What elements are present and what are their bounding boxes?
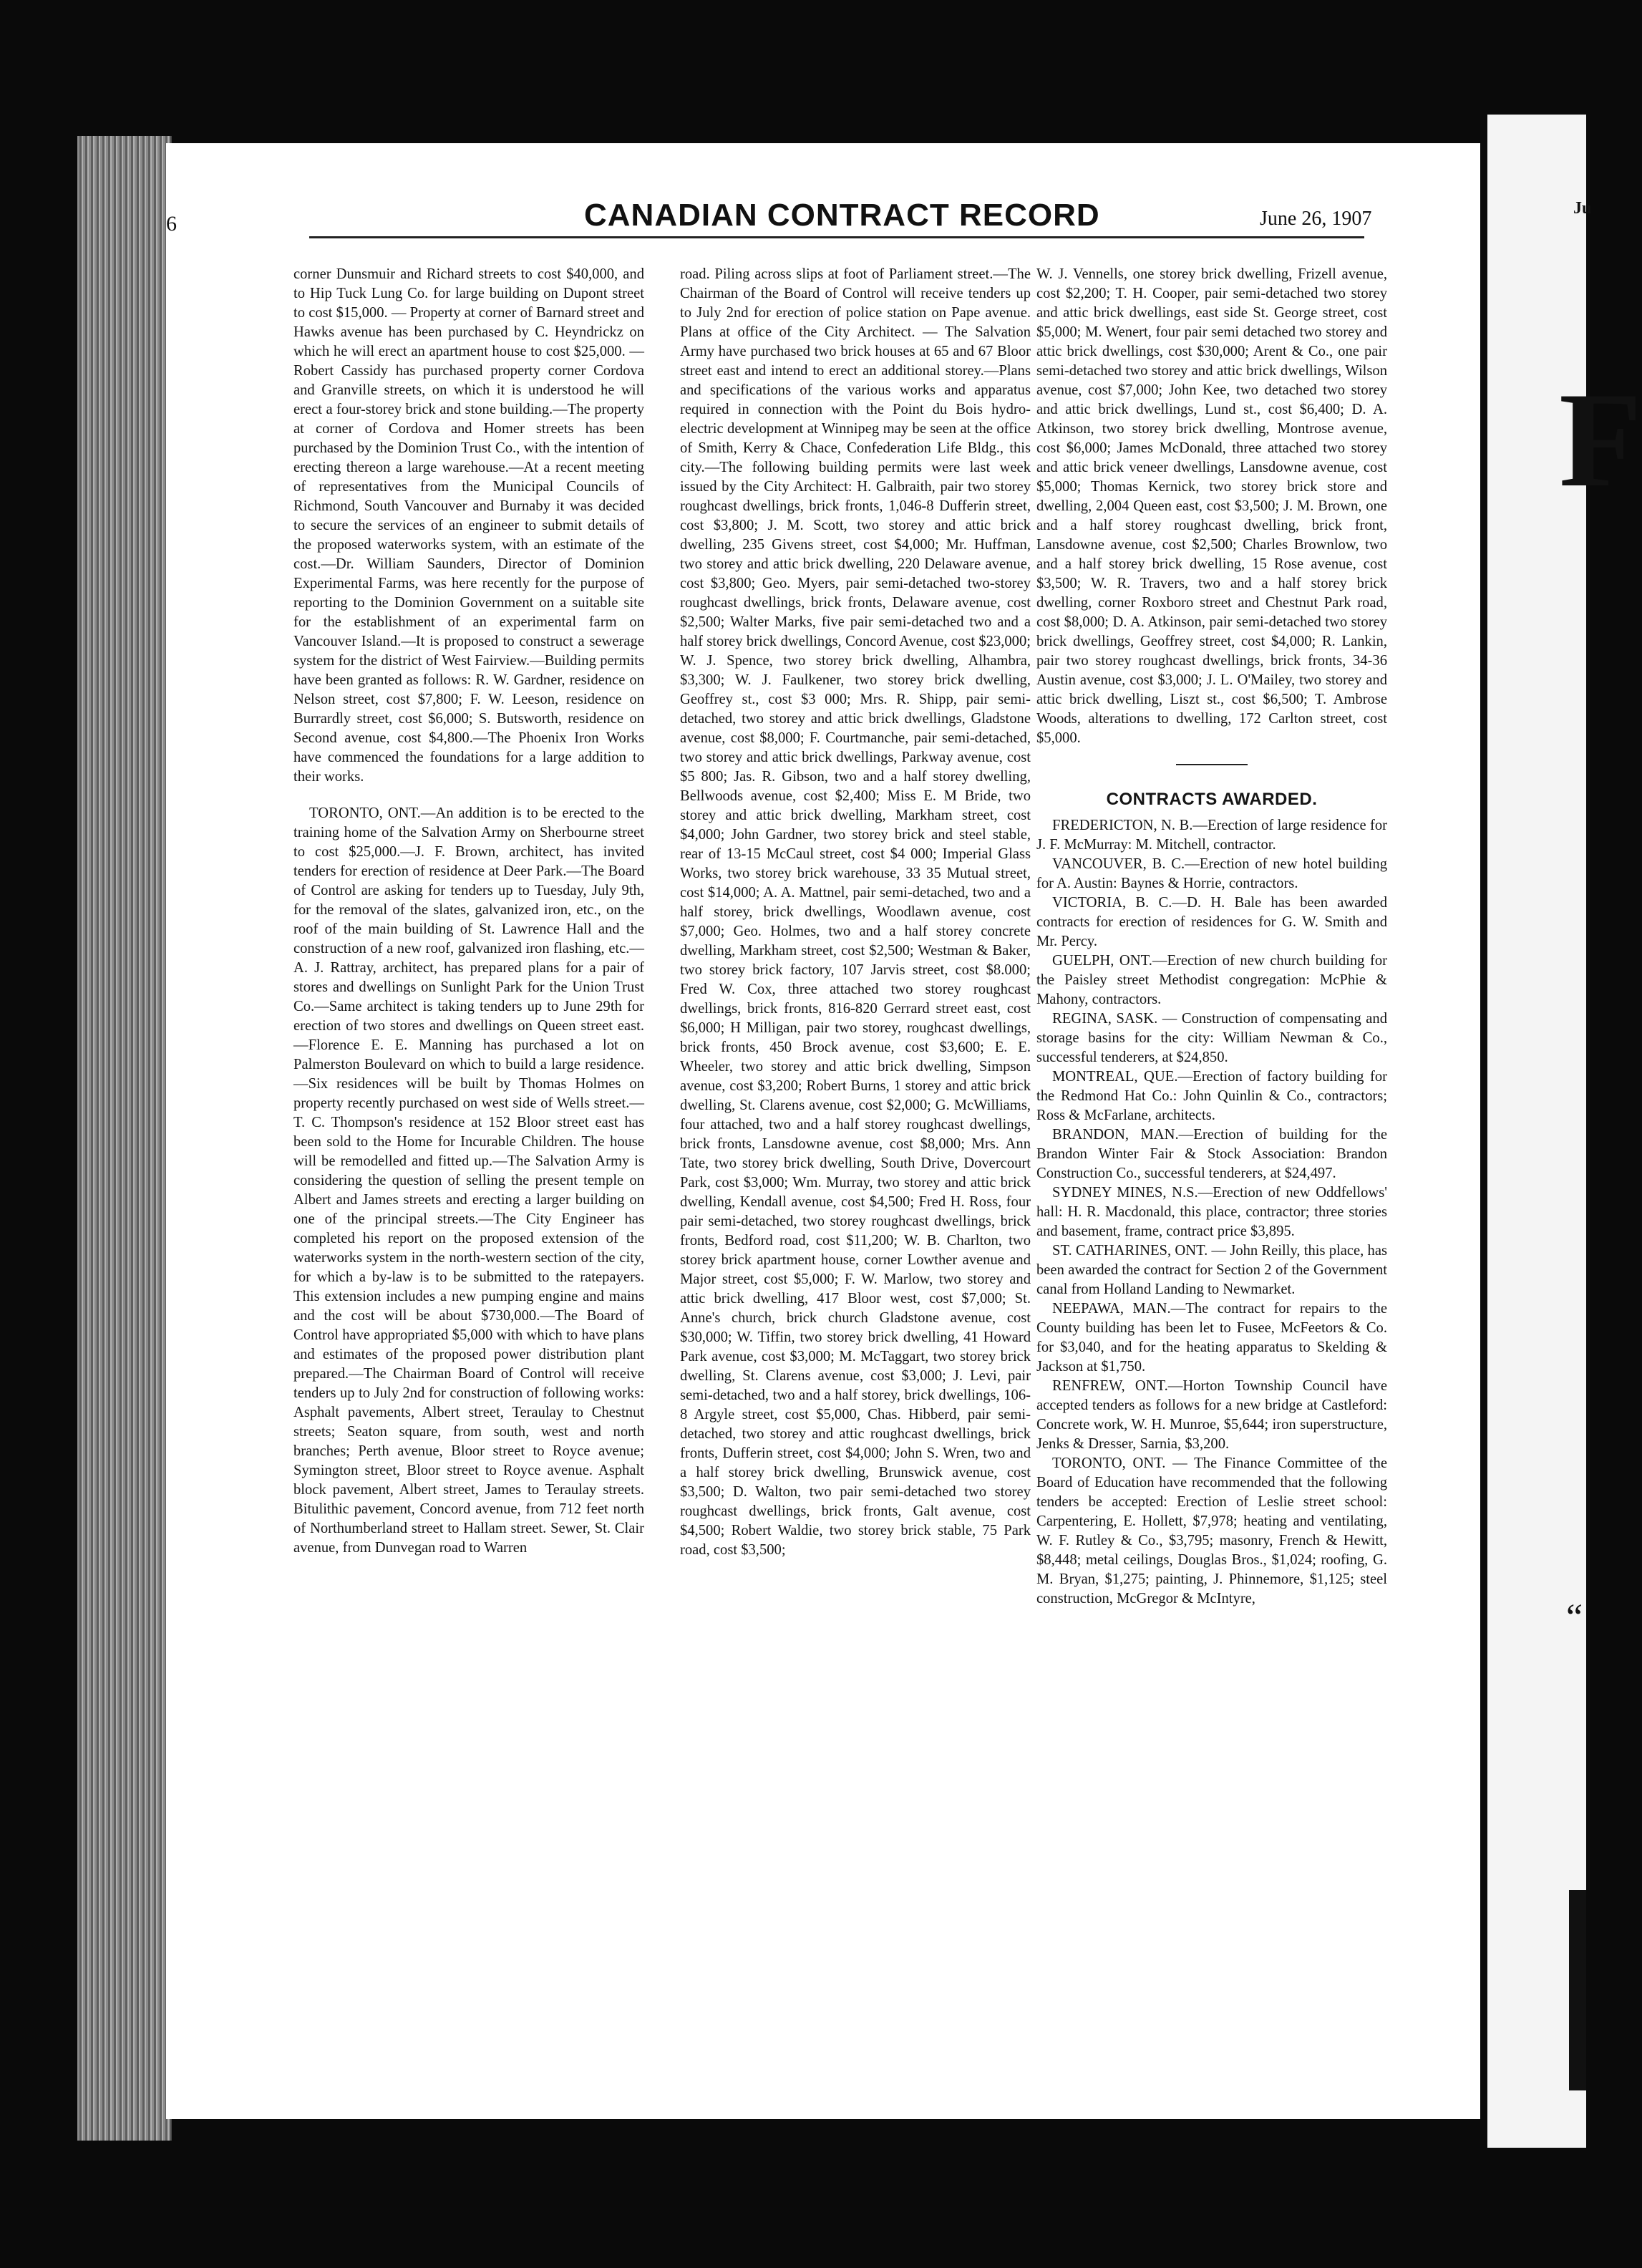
article-paragraph: road. Piling across slips at foot of Parliament street.—The Chairman of the Board of Control will receive tenders up to July 2nd for erection of police station on Pape avenue. Plans at office of the City Architect. — The Salvation Army have purchased two brick houses at 65 and 67 Bloor street east and intend to erect an additional storey.—Plans and specifications of the various works and apparatus required in connection with the Point du Bois hydro-electric development at Winnipeg may be seen at the office of Smith, Kerry & Chace, Confederation Life Bldg., this city.—The following building permits were last week issued by the City Architect: H. Galbraith, pair two storey roughcast dwellings, brick fronts, 1,046-8 Dufferin street, cost $3,800; J. M. Scott, two storey and attic brick dwelling, 235 Givens street, cost $4,000; Mr. Huffman, two storey and attic brick dwelling, 220 Delaware avenue, cost $3,800; Geo. Myers, pair semi-detached two-storey roughcast dwellings, brick fronts, Delaware avenue, cost $2,500; Walter Marks, five pair semi-detached two and a half storey brick dwellings, Concord Avenue, cost $23,000; W. J. Spence, two storey brick dwelling, Alhambra, $3,300; W. J. Faulkener, two storey brick dwelling, Geoffrey st., cost $3 000; Mrs. R. Shipp, pair semi-detached, two storey and attic brick dwellings, Gladstone avenue, cost $8,000; F. Courtmanche, pair semi-detached, two storey and attic brick dwellings, Parkway avenue, cost $5 800; Jas. R. Gibson, two and a half storey dwelling, Bellwoods avenue, cost $2,400; Miss E. M Bride, two storey and attic brick dwelling, Markham street, cost $4,000; John Gardner, two storey brick and steel stable, rear of 13-15 McCaul street, cost $4 000; Imperial Glass Works, two storey brick warehouse, 33 35 Mutual street, cost $14,000; A. A. Mattnel, pair semi-detached, two and a half storey, brick dwellings, Woodlawn avenue, cost $7,000; Geo. Holmes, two and a half storey concrete dwelling, Markham street, cost $2,500; Westman & Baker, two storey brick factory, 107 Jarvis street, cost $8.000; Fred W. Cox, three attached two storey roughcast dwellings, brick fronts, 816-820 Gerrard street east, cost $6,000; H Milligan, pair two storey, roughcast dwellings, brick fronts, 450 Brock avenue, cost $3,600; E. E. Wheeler, two storey and attic brick dwelling, Simpson avenue, cost $3,200; Robert Burns, 1 storey and attic brick dwelling, St. Clarens avenue, cost $2,000; G. McWilliams, four attached, two and a half storey roughcast dwellings, brick fronts, Lansdowne avenue, cost $8,000; Mrs. Ann Tate, two storey brick dwelling, South Drive, Dovercourt Park, cost $3,000; Wm. Murray, two storey and attic brick dwelling, Kendall avenue, cost $4,500; Fred H. Ross, four pair semi-detached, two storey roughcast dwellings, brick fronts, Bedford road, cost $11,200; W. B. Charlton, two storey brick apartment house, corner Lowther avenue and Major street, cost $5,000; F. W. Marlow, two storey and attic brick dwelling, 417 Bloor west, cost $7,000; St. Anne's church, brick church Gladstone avenue, cost $30,000; W. Tiffin, two storey brick dwelling, 41 Howard Park avenue, cost $3,000; M. McTaggart, two storey brick dwelling, St. Clarens avenue, cost $3,000; J. Levi, pair semi-detached, two and a half storey, brick dwellings, 106-8 Argyle street, cost $5,000, Chas. Hibberd, pair semi-detached, two storey and attic roughcast dwellings, brick fronts, Dufferin street, cost $4,000; John S. Wren, two and a half storey brick dwelling, Brunswick avenue, cost $3,500; D. Walton, two pair semi-detached two storey roughcast dwellings, brick fronts, Galt avenue, cost $4,500; Robert Waldie, two storey brick stable, 75 Park road, cost $3,500; (680, 266, 1031, 1558)
contract-award: SYDNEY MINES, N.S.—Erection of new Oddfellows' hall: H. R. Macdonald, this place, contractor; three stories and basement, frame, contract price $3,895. (1036, 1185, 1387, 1239)
header-rule (309, 236, 1364, 238)
facing-page-large-letter: F (1559, 365, 1642, 515)
contract-award: ST. CATHARINES, ONT. — John Reilly, this place, has been awarded the contract for Section 2 of the Government canal from Holland Landing to Newmarket. (1036, 1243, 1387, 1297)
contract-award: REGINA, SASK. — Construction of compensating and storage basins for the city: William Newman & Co., successful tenderers, at $24,850. (1036, 1011, 1387, 1065)
column-2 (680, 265, 1031, 1560)
page-title: CANADIAN CONTRACT RECORD (584, 198, 1100, 233)
facing-page-black-bar (1569, 1890, 1586, 2090)
facing-page-strip (1487, 115, 1642, 2148)
contract-award: FREDERICTON, N. B.—Erection of large residence for J. F. McMurray: M. Mitchell, contractor. (1036, 818, 1387, 853)
issue-date: June 26, 1907 (1260, 208, 1372, 230)
facing-page-quote-mark: “ (1566, 1597, 1583, 1638)
contract-award: MONTREAL, QUE.—Erection of factory building for the Redmond Hat Co.: John Quinlin & Co., contractors; Ross & McFarlane, architects. (1036, 1069, 1387, 1123)
article-paragraph: corner Dunsmuir and Richard streets to cost $40,000, and to Hip Tuck Lung Co. for large building on Dupont street to cost $15,000. — Property at corner of Barnard street and Hawks avenue has been purchased by C. Heyndrickz on which he will erect an apartment house to cost $25,000. — Robert Cassidy has purchased property corner Cordova and Granville streets, on which it is understood he will erect a four-storey brick and stone building.—The property at corner of Cordova and Homer streets has been purchased by the Dominion Trust Co., with the intention of erecting thereon a large warehouse.—At a recent meeting of representatives from the Municipal Councils of Richmond, South Vancouver and Burnaby it was decided to secure the services of an engineer to submit details of the proposed waterworks system, with an estimate of the cost.—Dr. William Saunders, Director of Dominion Experimental Farms, was here recently for the purpose of reporting to the Dominion Government on a suitable site for the establishment of an experimental farm on Vancouver Island.—It is proposed to construct a sewerage system for the district of West Fairview.—Building permits have been granted as follows: R. W. Gardner, residence on Nelson street, cost $7,800; F. W. Leeson, residence on Burrardly street, cost $6,000; S. Butsworth, residence on Second avenue, cost $4,800.—The Phoenix Iron Works have commenced the foundations for a large addition to their works. (293, 266, 644, 785)
article-paragraph: W. J. Vennells, one storey brick dwelling, Frizell avenue, cost $2,200; T. H. Cooper, pair semi-detached two storey and attic brick dwellings, east side St. George street, cost $5,000; M. Wenert, four pair semi detached two storey and attic brick dwellings, cost $30,000; Arent & Co., one pair semi-detached two storey and attic brick dwellings, Wilson avenue, cost $7,000; John Kee, two detached two storey and attic brick dwellings, Lund st., cost $6,400; D. A. Atkinson, two storey brick dwelling, Montrose avenue, cost $6,000; James McDonald, three attached two storey and attic brick veneer dwellings, Lansdowne avenue, cost $5,000; Thomas Kernick, two storey brick store and dwelling, 2,004 Queen east, cost $3,500; J. M. Brown, one and a half storey roughcast dwelling, brick front, Lansdowne avenue, cost $2,500; Charles Brownlow, two and a half storey brick dwelling, 15 Rose avenue, cost $3,500; W. R. Travers, two and a half storey brick dwelling, corner Roxboro street and Chestnut Park road, cost $8,000; D. A. Atkinson, pair semi-detached two storey brick dwellings, Geoffrey street, cost $4,000; R. Lankin, pair two storey roughcast dwellings, brick fronts, 34-36 Austin avenue, cost $3,000; J. L. O'Mailey, two storey and attic brick dwelling, Liszt st., cost $6,500; T. Ambrose Woods, alterations to dwelling, 172 Carlton street, cost $5,000. (1036, 266, 1387, 746)
contract-award: GUELPH, ONT.—Erection of new church building for the Paisley street Methodist congregation: McPhie & Mahony, contractors. (1036, 953, 1387, 1007)
contract-award: NEEPAWA, MAN.—The contract for repairs to the County building has been let to Fusee, McFeetors & Co. for $3,040, and for the heating apparatus to Skelding & Jackson at $1,750. (1036, 1301, 1387, 1375)
article-paragraph: TORONTO, ONT.—An addition is to be erected to the training home of the Salvation Army on Sherbourne street to cost $25,000.—J. F. Brown, architect, has invited tenders for erection of residence at Deer Park.—The Board of Control are asking for tenders up to Tuesday, July 9th, for the removal of the slates, galvanized iron, etc., on the roof of the main building of St. Lawrence Hall and the construction of a new roof, galvanized iron flashing, etc.—A. J. Rattray, architect, has prepared plans for a pair of stores and dwellings on Sunlight Park for the Union Trust Co.—Same architect is taking tenders up to June 29th for erection of two stores and dwellings on Queen street east.—Florence E. E. Manning has purchased a lot on Palmerston Boulevard on which to build a large residence.—Six residences will be built by Thomas Holmes on property recently purchased on west side of Wells street.—T. C. Thompson's residence at 152 Bloor street east has been sold to the Home for Incurable Children. The house will be remodelled and fitted up.—The Salvation Army is considering the question of selling the present temple on Albert and James streets and erecting a larger building on one of the principal streets.—The City Engineer has completed his report on the proposed extension of the waterworks system in the north-western section of the city, for which a by-law is to be submitted to the ratepayers. This extension includes a new pumping engine and mains and the cost will be about $730,000.—The Board of Control have appropriated $5,000 with which to have plans and estimates of the proposed power distribution plant prepared.—The Chairman Board of Control will receive tenders up to July 2nd for construction of following works: Asphalt pavements, Albert street, Teraulay to Chestnut streets; Seaton square, from south, west and north branches; Perth avenue, Bloor street to Royce avenue; Symington street, Bloor street to Royce avenue. Asphalt block pavement, Albert street, James to Teraulay streets. Bitulithic pavement, Concord avenue, from 712 feet north of Northumberland street to Hallam street. Sewer, St. Clair avenue, from Dunvegan road to Warren (293, 805, 644, 1556)
contract-award: VANCOUVER, B. C.—Erection of new hotel building for A. Austin: Baynes & Horrie, contractors. (1036, 856, 1387, 891)
contract-award: RENFREW, ONT.—Horton Township Council have accepted tenders as follows for a new bridge at Castleford: Concrete work, W. H. Munroe, $5,644; iron superstructure, Jenks & Dresser, Sarnia, $3,200. (1036, 1378, 1387, 1452)
section-heading: CONTRACTS AWARDED. (1106, 790, 1318, 809)
newspaper-page (166, 143, 1480, 2119)
column-3 (1036, 265, 1387, 1609)
page-number: 6 (166, 212, 177, 236)
contract-award: BRANDON, MAN.—Erection of building for the Brandon Winter Fair & Stock Association: Brandon Construction Co., successful tenderers, at $24,497. (1036, 1127, 1387, 1181)
book-page-edges (77, 136, 172, 2141)
contract-award: VICTORIA, B. C.—D. H. Bale has been awarded contracts for erection of residences for G. W. Smith and Mr. Percy. (1036, 895, 1387, 949)
section-divider (1176, 764, 1248, 765)
facing-page-header-fragment: Ju (1573, 199, 1592, 218)
contract-award: TORONTO, ONT. — The Finance Committee of the Board of Education have recommended that the following tenders be accepted: Erection of Leslie street school: Carpentering, E. Hollett, $7,978; heating and ventilating, W. F. Rutley & Co., $3,795; masonry, French & Hewitt, $8,448; metal ceilings, Douglas Bros., $1,024; roofing, G. M. Bryan, $1,275; painting, J. Phinnemore, $1,125; steel construction, McGregor & McIntyre, (1036, 1455, 1387, 1606)
column-1 (293, 265, 644, 1558)
